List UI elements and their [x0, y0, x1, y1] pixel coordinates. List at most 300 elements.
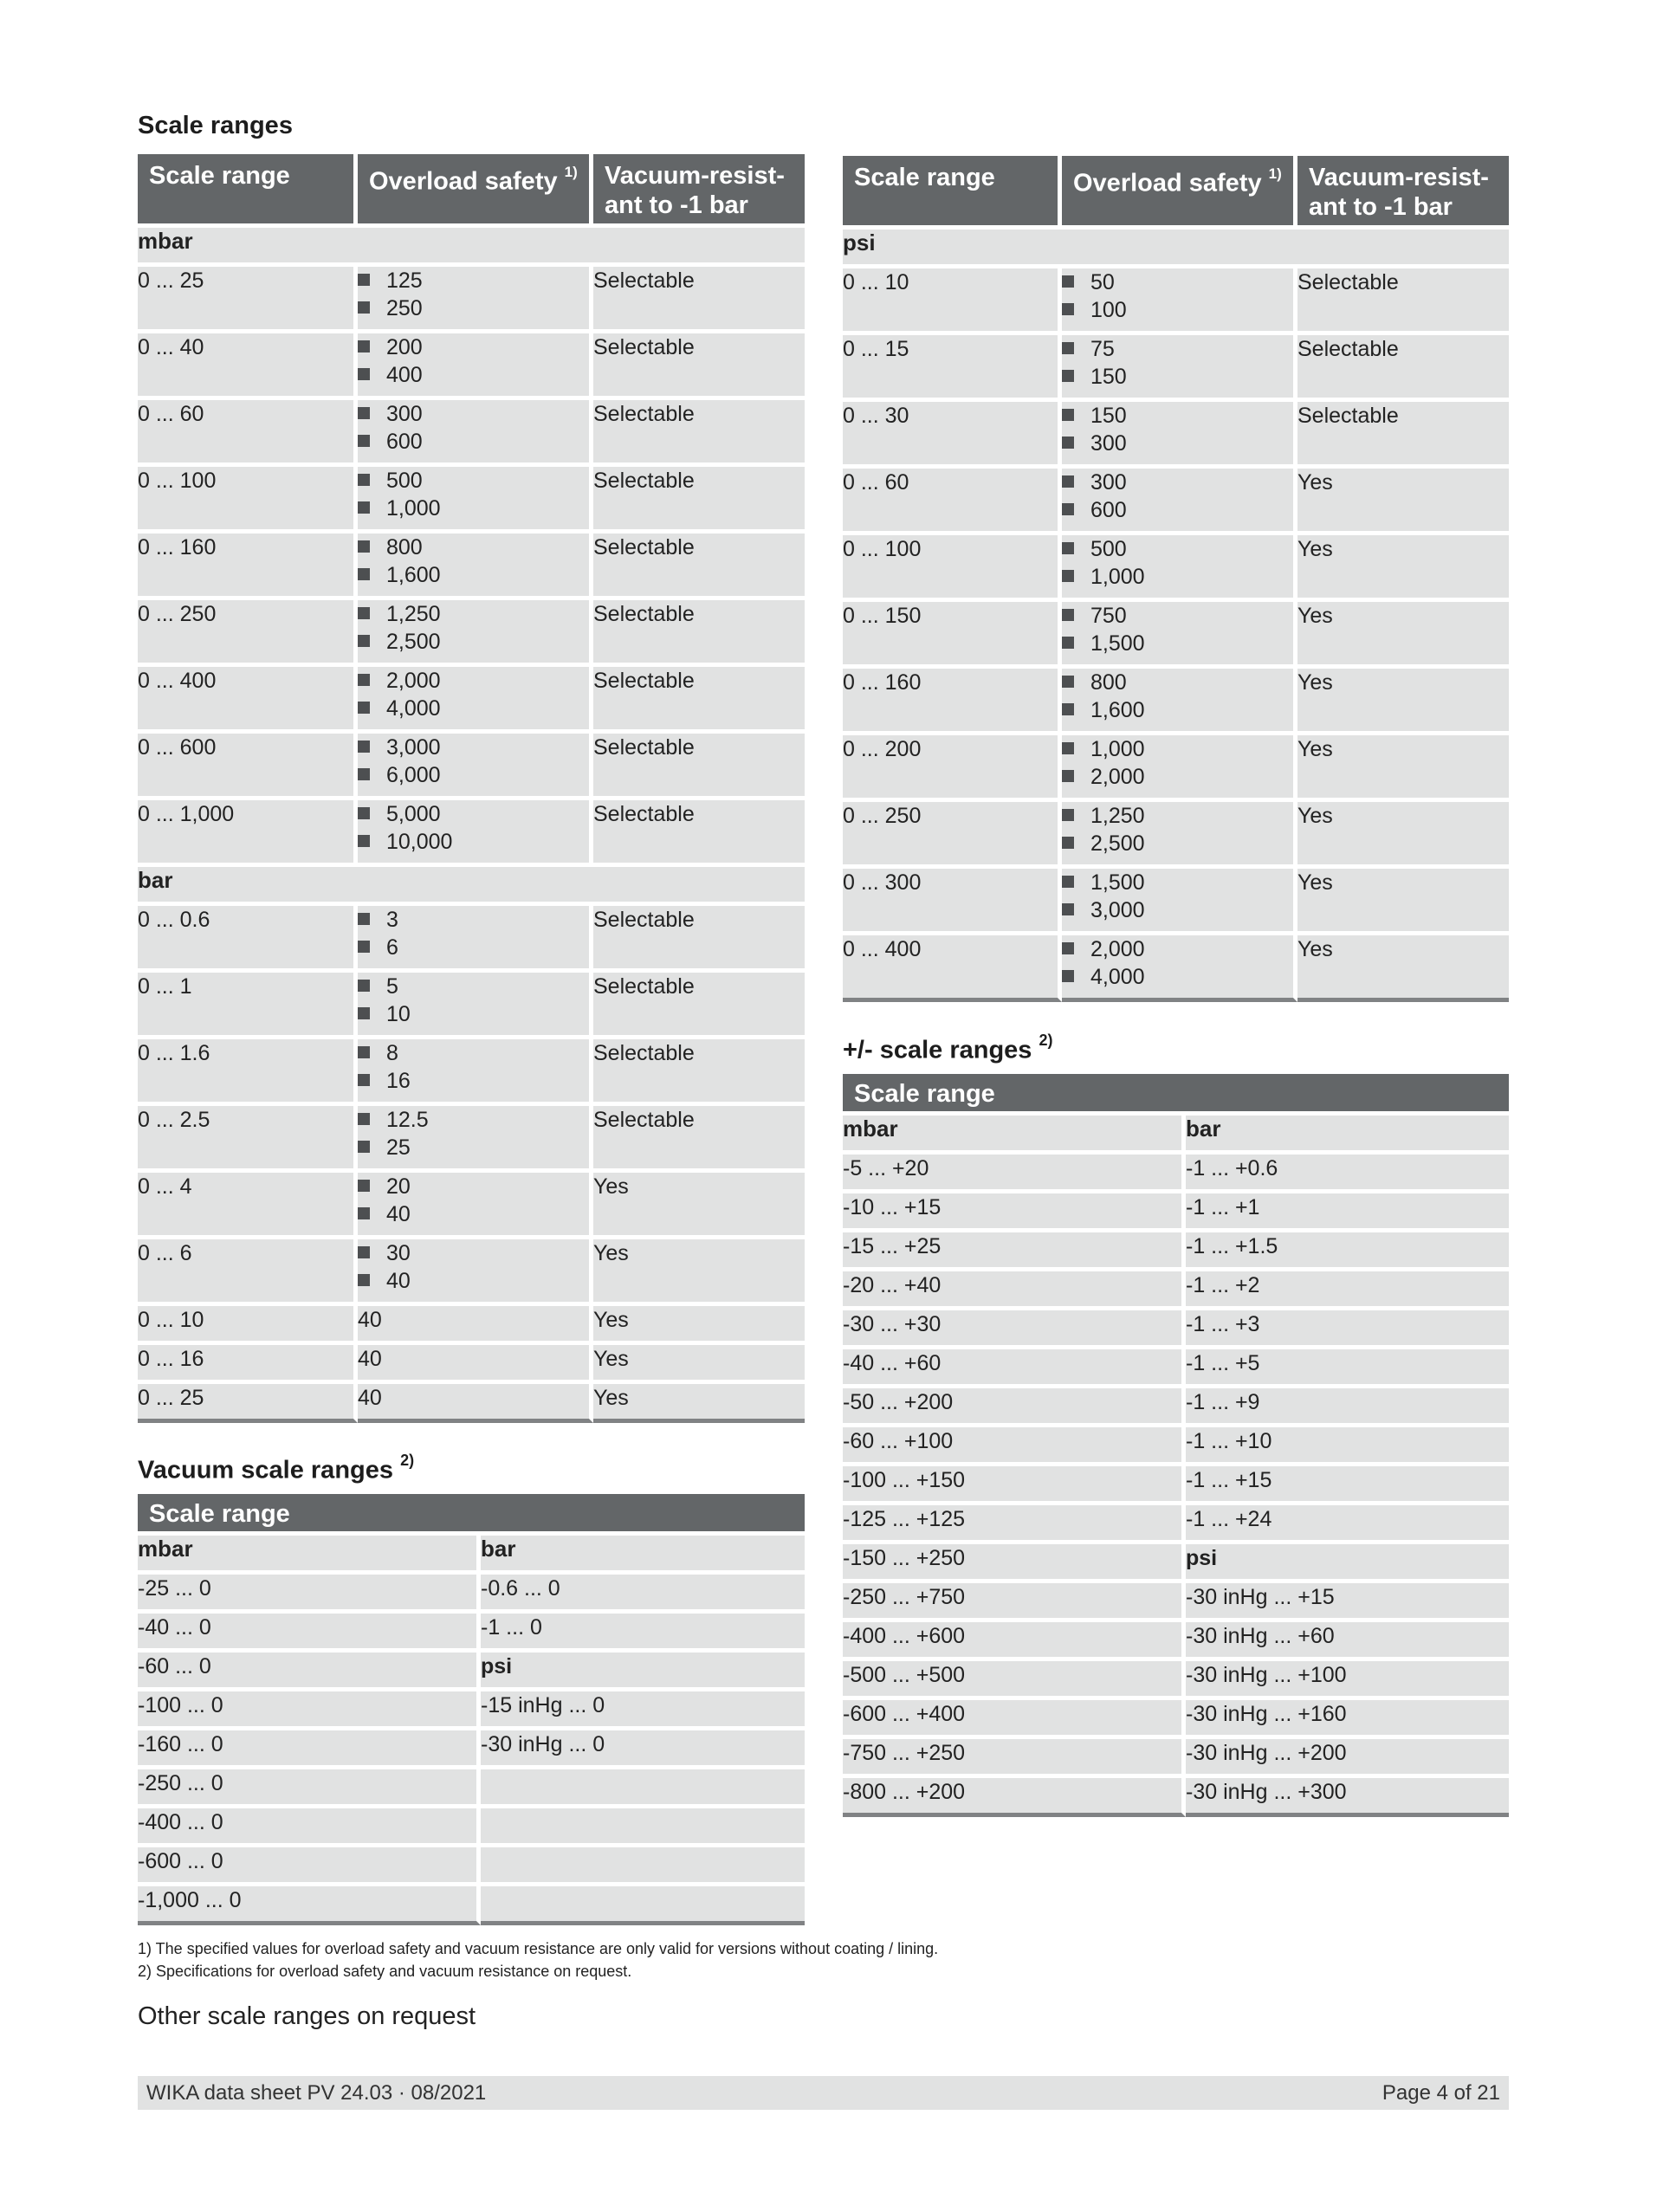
bullet-square-icon: [358, 568, 370, 580]
range-cell: -400 ... +600: [843, 1622, 1186, 1661]
overload-value: 2,000: [1090, 937, 1145, 961]
bullet-square-icon: [1062, 342, 1074, 354]
table-row: [138, 1345, 805, 1384]
overload-value: 1,250: [1090, 804, 1145, 828]
table-row: [138, 1575, 805, 1614]
scale-range-cell: 0 ... 60: [138, 400, 358, 467]
bullet-square-icon: [358, 913, 370, 925]
overload-value: 30: [386, 1241, 411, 1265]
range-cell: -1 ... +2: [1186, 1271, 1509, 1310]
vacuum-resistant-cell: Yes: [593, 1239, 805, 1306]
overload-value-line: [358, 495, 589, 522]
overload-value-line: [358, 934, 589, 961]
overload-value-line: [358, 695, 589, 722]
vacuum-resistant-cell: Selectable: [1297, 268, 1509, 335]
bullet-square-icon: [1062, 970, 1074, 982]
footer-page-number: Page 4 of 21: [1382, 2081, 1500, 2105]
table-row: [138, 600, 805, 667]
table-row: [843, 335, 1509, 402]
vacuum-resistant-cell: Yes: [1297, 469, 1509, 535]
overload-value: 400: [386, 363, 423, 387]
overload-value-line: [358, 400, 589, 428]
overload-value-line: [1062, 830, 1293, 857]
scale-range-cell: 0 ... 400: [843, 935, 1062, 1002]
vacuum-resistant-cell: Selectable: [1297, 335, 1509, 402]
table-row: [138, 973, 805, 1039]
overload-value-line: [358, 761, 589, 789]
overload-value-line: [358, 628, 589, 656]
table-row: [138, 267, 805, 333]
table-row: [843, 602, 1509, 669]
section-title-vacuum-scale-ranges: Vacuum scale ranges $^{2)}$: [138, 1452, 415, 1484]
table-row: [138, 1614, 805, 1653]
vacuum-resistant-cell: Selectable: [593, 1039, 805, 1106]
bullet-square-icon: [358, 1141, 370, 1153]
overload-safety-cell: [1062, 602, 1297, 669]
range-cell: -1 ... +10: [1186, 1427, 1509, 1466]
table-row: [843, 869, 1509, 935]
range-cell: -30 inHg ... +15: [1186, 1583, 1509, 1622]
unit-row: [843, 230, 1509, 268]
overload-value: 3,000: [386, 735, 441, 760]
table-row: [138, 1039, 805, 1106]
overload-value: 8: [386, 1041, 398, 1065]
unit-row: [138, 867, 805, 906]
range-cell: -500 ... +500: [843, 1661, 1186, 1700]
scale-range-table-psi: [843, 156, 1509, 1002]
scale-range-cell: 0 ... 150: [843, 602, 1062, 669]
overload-value: 6,000: [386, 763, 441, 787]
footnotes: [138, 1937, 938, 1982]
unit-label-right: bar: [1186, 1116, 1509, 1155]
overload-value: 5: [386, 974, 398, 999]
unit-label-right: psi: [1186, 1544, 1509, 1583]
overload-value-line: [358, 1239, 589, 1267]
overload-safety-cell: [1062, 402, 1297, 469]
range-cell: -1 ... +1.5: [1186, 1232, 1509, 1271]
overload-value: 100: [1090, 298, 1127, 322]
bullet-square-icon: [358, 407, 370, 419]
overload-value-line: [1062, 296, 1293, 324]
table-row: [843, 1466, 1509, 1505]
overload-value-line: [358, 294, 589, 322]
bullet-square-icon: [1062, 809, 1074, 821]
overload-value: 200: [386, 335, 423, 359]
overload-value: 1,000: [1090, 565, 1145, 589]
vacuum-resistant-cell: Selectable: [593, 467, 805, 534]
overload-value: 16: [386, 1069, 411, 1093]
overload-value-line: [358, 600, 589, 628]
overload-value-line: [358, 333, 589, 361]
range-cell: -40 ... +60: [843, 1349, 1186, 1388]
overload-safety-cell: [358, 467, 593, 534]
overload-value: 500: [386, 469, 423, 493]
overload-value: 600: [386, 430, 423, 454]
range-cell: -30 inHg ... +160: [1186, 1700, 1509, 1739]
vacuum-resistant-cell: Selectable: [593, 600, 805, 667]
bullet-square-icon: [358, 807, 370, 819]
scale-range-cell: 0 ... 16: [138, 1345, 358, 1384]
table-row: [843, 1505, 1509, 1544]
overload-value: 1,000: [386, 496, 441, 521]
range-cell: -1 ... +5: [1186, 1349, 1509, 1388]
bullet-square-icon: [358, 741, 370, 753]
range-cell: -125 ... +125: [843, 1505, 1186, 1544]
overload-safety-cell: [1062, 802, 1297, 869]
overload-value-line: [1062, 896, 1293, 924]
range-cell: [481, 1769, 805, 1808]
table-row: [843, 1349, 1509, 1388]
table-row: [138, 534, 805, 600]
overload-value-line: [358, 534, 589, 561]
section-title-plusminus-scale-ranges: +/- scale ranges $^{2)}$: [843, 1032, 1053, 1064]
bullet-square-icon: [358, 1207, 370, 1219]
overload-value: 3: [386, 908, 398, 932]
table-row: [843, 469, 1509, 535]
overload-value-line: [358, 361, 589, 389]
bullet-square-icon: [1062, 570, 1074, 582]
table-row: [843, 669, 1509, 735]
overload-value-line: [1062, 563, 1293, 591]
footnote-2: 2) Specifications for overload safety and vacuum resistance on request.: [138, 1963, 632, 1980]
scale-range-cell: 0 ... 160: [138, 534, 358, 600]
overload-value: 1,250: [386, 602, 441, 626]
vacuum-resistant-cell: Selectable: [1297, 402, 1509, 469]
scale-range-cell: 0 ... 40: [138, 333, 358, 400]
scale-range-cell: 0 ... 10: [138, 1306, 358, 1345]
other-scale-ranges-note: Other scale ranges on request: [138, 2002, 476, 2030]
overload-value-line: [358, 1267, 589, 1295]
overload-safety-cell: 40: [358, 1306, 593, 1345]
vacuum-resistant-cell: Selectable: [593, 734, 805, 800]
bullet-square-icon: [1062, 903, 1074, 915]
table-row: [843, 1193, 1509, 1232]
header-vacuum-resistant: Vacuum-resist- ant to -1 bar: [1297, 156, 1509, 230]
range-cell: -10 ... +15: [843, 1193, 1186, 1232]
header-scale-range: Scale range: [138, 154, 358, 228]
overload-value: 300: [1090, 431, 1127, 456]
scale-range-cell: 0 ... 160: [843, 669, 1062, 735]
bullet-square-icon: [1062, 703, 1074, 715]
overload-value: 150: [1090, 365, 1127, 389]
unit-row: [138, 228, 805, 267]
scale-range-cell: 0 ... 6: [138, 1239, 358, 1306]
overload-value-line: [1062, 268, 1293, 296]
overload-value: 300: [386, 402, 423, 426]
scale-range-cell: 0 ... 4: [138, 1173, 358, 1239]
vacuum-resistant-cell: Yes: [1297, 602, 1509, 669]
table-row: [138, 1653, 805, 1691]
vacuum-resistant-cell: Selectable: [593, 667, 805, 734]
overload-value: 1,600: [1090, 698, 1145, 722]
overload-value: 5,000: [386, 802, 441, 826]
range-cell: -400 ... 0: [138, 1808, 481, 1847]
overload-value-line: [1062, 963, 1293, 991]
range-cell: -30 inHg ... +60: [1186, 1622, 1509, 1661]
range-cell: -600 ... +400: [843, 1700, 1186, 1739]
overload-value-line: [358, 973, 589, 1000]
bullet-square-icon: [358, 435, 370, 447]
table-row: [843, 1583, 1509, 1622]
overload-value-line: [1062, 469, 1293, 496]
table-row: [138, 333, 805, 400]
overload-value-line: [358, 800, 589, 828]
table-row: [138, 1306, 805, 1345]
table-row: [138, 1173, 805, 1239]
overload-value-line: [1062, 430, 1293, 457]
header-scale-range: Scale range: [843, 156, 1062, 230]
header-scale-range: Scale range: [843, 1074, 1509, 1116]
range-cell: -5 ... +20: [843, 1155, 1186, 1193]
overload-value-line: [1062, 669, 1293, 696]
bullet-square-icon: [1062, 770, 1074, 782]
scale-range-cell: 0 ... 250: [843, 802, 1062, 869]
bullet-square-icon: [1062, 609, 1074, 621]
overload-value-line: [1062, 402, 1293, 430]
vacuum-resistant-cell: Selectable: [593, 400, 805, 467]
range-cell: -1 ... +15: [1186, 1466, 1509, 1505]
scale-range-cell: 0 ... 300: [843, 869, 1062, 935]
overload-safety-cell: [358, 400, 593, 467]
vacuum-resistant-cell: Selectable: [593, 800, 805, 867]
table-row: [843, 535, 1509, 602]
table-row: [843, 402, 1509, 469]
vacuum-resistant-cell: Yes: [593, 1173, 805, 1239]
vacuum-resistant-cell: Yes: [593, 1345, 805, 1384]
overload-value-line: [358, 1039, 589, 1067]
bullet-square-icon: [358, 674, 370, 686]
scale-range-cell: 0 ... 0.6: [138, 906, 358, 973]
overload-value: 2,500: [386, 630, 441, 654]
overload-value: 4,000: [1090, 965, 1145, 989]
plusminus-scale-range-table: [843, 1074, 1509, 1817]
bullet-square-icon: [358, 635, 370, 647]
scale-range-cell: 0 ... 10: [843, 268, 1062, 335]
scale-range-cell: 0 ... 25: [138, 1384, 358, 1423]
table-row: [138, 1384, 805, 1423]
vacuum-resistant-cell: Yes: [1297, 669, 1509, 735]
unit-row: [843, 1116, 1509, 1155]
table-row: [843, 1778, 1509, 1817]
overload-value: 50: [1090, 270, 1115, 294]
overload-value-line: [1062, 535, 1293, 563]
overload-value-line: [358, 428, 589, 456]
table-row: [843, 1739, 1509, 1778]
range-cell: -1 ... +3: [1186, 1310, 1509, 1349]
header-overload-safety: Overload safety $^{1)}$: [358, 154, 593, 228]
overload-value: 300: [1090, 470, 1127, 495]
overload-safety-cell: [358, 800, 593, 867]
table-row: [138, 667, 805, 734]
table-row: [843, 1661, 1509, 1700]
scale-range-table-mbar-bar: [138, 154, 805, 1423]
overload-value: 125: [386, 268, 423, 293]
overload-safety-cell: [1062, 469, 1297, 535]
overload-value-line: [1062, 935, 1293, 963]
overload-value: 40: [386, 1202, 411, 1226]
overload-safety-cell: [358, 1173, 593, 1239]
overload-value-line: [1062, 335, 1293, 363]
overload-value: 1,500: [1090, 870, 1145, 895]
overload-value: 750: [1090, 604, 1127, 628]
vacuum-scale-range-table: [138, 1494, 805, 1925]
bullet-square-icon: [358, 607, 370, 619]
overload-safety-cell: [358, 973, 593, 1039]
range-cell: -60 ... +100: [843, 1427, 1186, 1466]
bullet-square-icon: [358, 340, 370, 352]
range-cell: -25 ... 0: [138, 1575, 481, 1614]
table-row: [138, 1730, 805, 1769]
vacuum-resistant-cell: Yes: [1297, 802, 1509, 869]
overload-safety-cell: [358, 267, 593, 333]
overload-safety-cell: [1062, 869, 1297, 935]
bullet-square-icon: [1062, 503, 1074, 515]
overload-safety-cell: [358, 906, 593, 973]
overload-value-line: [358, 1000, 589, 1028]
bullet-square-icon: [358, 1180, 370, 1192]
bullet-square-icon: [1062, 437, 1074, 449]
table-row: [138, 1239, 805, 1306]
table-row: [843, 268, 1509, 335]
table-row: [843, 735, 1509, 802]
header-overload-safety: Overload safety $^{1)}$: [1062, 156, 1297, 230]
scale-range-cell: 0 ... 15: [843, 335, 1062, 402]
overload-value-line: [1062, 802, 1293, 830]
vacuum-resistant-cell: Yes: [593, 1384, 805, 1423]
range-cell: -1 ... +0.6: [1186, 1155, 1509, 1193]
section-title-scale-ranges: Scale ranges: [138, 112, 293, 139]
range-cell: -20 ... +40: [843, 1271, 1186, 1310]
bullet-square-icon: [1062, 409, 1074, 421]
overload-value: 2,500: [1090, 831, 1145, 856]
overload-value: 1,000: [1090, 737, 1145, 761]
scale-range-cell: 0 ... 1: [138, 973, 358, 1039]
range-cell: -30 ... +30: [843, 1310, 1186, 1349]
overload-safety-cell: [1062, 669, 1297, 735]
range-cell: -1 ... +1: [1186, 1193, 1509, 1232]
table-row: [843, 1271, 1509, 1310]
overload-safety-cell: [1062, 735, 1297, 802]
scale-range-cell: 0 ... 1.6: [138, 1039, 358, 1106]
overload-value: 25: [386, 1135, 411, 1160]
overload-value: 2,000: [1090, 765, 1145, 789]
bullet-square-icon: [1062, 942, 1074, 954]
bullet-square-icon: [358, 980, 370, 992]
overload-value: 150: [1090, 404, 1127, 428]
table-row: [843, 1155, 1509, 1193]
header-vacuum-resistant: Vacuum-resist- ant to -1 bar: [593, 154, 805, 228]
bullet-square-icon: [1062, 275, 1074, 288]
unit-label: bar: [138, 867, 805, 906]
range-cell: -1,000 ... 0: [138, 1886, 481, 1925]
overload-value: 1,500: [1090, 631, 1145, 656]
range-cell: -15 inHg ... 0: [481, 1691, 805, 1730]
bullet-square-icon: [358, 768, 370, 780]
overload-safety-cell: [1062, 335, 1297, 402]
range-cell: -100 ... 0: [138, 1691, 481, 1730]
range-cell: -30 inHg ... +300: [1186, 1778, 1509, 1817]
bullet-square-icon: [1062, 676, 1074, 688]
overload-value-line: [358, 828, 589, 856]
overload-value: 600: [1090, 498, 1127, 522]
overload-value-line: [358, 561, 589, 589]
range-cell: -30 inHg ... +200: [1186, 1739, 1509, 1778]
bullet-square-icon: [358, 835, 370, 847]
table-row: [138, 1886, 805, 1925]
scale-range-cell: 0 ... 100: [843, 535, 1062, 602]
overload-value: 250: [386, 296, 423, 320]
overload-value-line: [1062, 363, 1293, 391]
overload-safety-cell: [358, 333, 593, 400]
range-cell: -30 inHg ... 0: [481, 1730, 805, 1769]
bullet-square-icon: [358, 702, 370, 714]
bullet-square-icon: [1062, 637, 1074, 649]
range-cell: -15 ... +25: [843, 1232, 1186, 1271]
range-cell: -160 ... 0: [138, 1730, 481, 1769]
overload-value-line: [358, 1067, 589, 1095]
overload-value: 75: [1090, 337, 1115, 361]
vacuum-resistant-cell: Selectable: [593, 973, 805, 1039]
overload-safety-cell: [358, 600, 593, 667]
bullet-square-icon: [358, 1007, 370, 1019]
overload-value: 6: [386, 935, 398, 960]
overload-safety-cell: 40: [358, 1384, 593, 1423]
table-row: [138, 1847, 805, 1886]
overload-value: 800: [1090, 670, 1127, 695]
vacuum-resistant-cell: Selectable: [593, 333, 805, 400]
unit-label-left: mbar: [138, 1536, 481, 1575]
range-cell: -40 ... 0: [138, 1614, 481, 1653]
bullet-square-icon: [1062, 837, 1074, 849]
range-cell: -1 ... +9: [1186, 1388, 1509, 1427]
bullet-square-icon: [358, 474, 370, 486]
table-row: [138, 1808, 805, 1847]
bullet-square-icon: [1062, 742, 1074, 754]
table-row: [843, 802, 1509, 869]
overload-value: 1,600: [386, 563, 441, 587]
table-row: [843, 1427, 1509, 1466]
bullet-square-icon: [358, 1074, 370, 1086]
unit-label-right: bar: [481, 1536, 805, 1575]
vacuum-resistant-cell: Yes: [1297, 735, 1509, 802]
range-cell: -30 inHg ... +100: [1186, 1661, 1509, 1700]
scale-range-cell: 0 ... 100: [138, 467, 358, 534]
scale-range-cell: 0 ... 1,000: [138, 800, 358, 867]
range-cell: -600 ... 0: [138, 1847, 481, 1886]
overload-value: 500: [1090, 537, 1127, 561]
table-row: [843, 1388, 1509, 1427]
overload-value: 2,000: [386, 669, 441, 693]
range-cell: -150 ... +250: [843, 1544, 1186, 1583]
header-scale-range: Scale range: [138, 1494, 805, 1536]
vacuum-resistant-cell: Selectable: [593, 534, 805, 600]
scale-range-cell: 0 ... 60: [843, 469, 1062, 535]
overload-safety-cell: [358, 1106, 593, 1173]
footer-document-id: WIKA data sheet PV 24.03 · 08/2021: [146, 2081, 487, 2105]
overload-value: 3,000: [1090, 898, 1145, 922]
vacuum-resistant-cell: Selectable: [593, 267, 805, 333]
overload-value: 12.5: [386, 1108, 429, 1132]
table-row: [138, 1106, 805, 1173]
overload-value-line: [358, 1106, 589, 1134]
overload-safety-cell: [1062, 268, 1297, 335]
overload-value-line: [1062, 630, 1293, 657]
overload-value: 4,000: [386, 696, 441, 721]
overload-safety-cell: [358, 734, 593, 800]
vacuum-resistant-cell: Yes: [1297, 535, 1509, 602]
bullet-square-icon: [358, 1113, 370, 1125]
table-row: [138, 400, 805, 467]
